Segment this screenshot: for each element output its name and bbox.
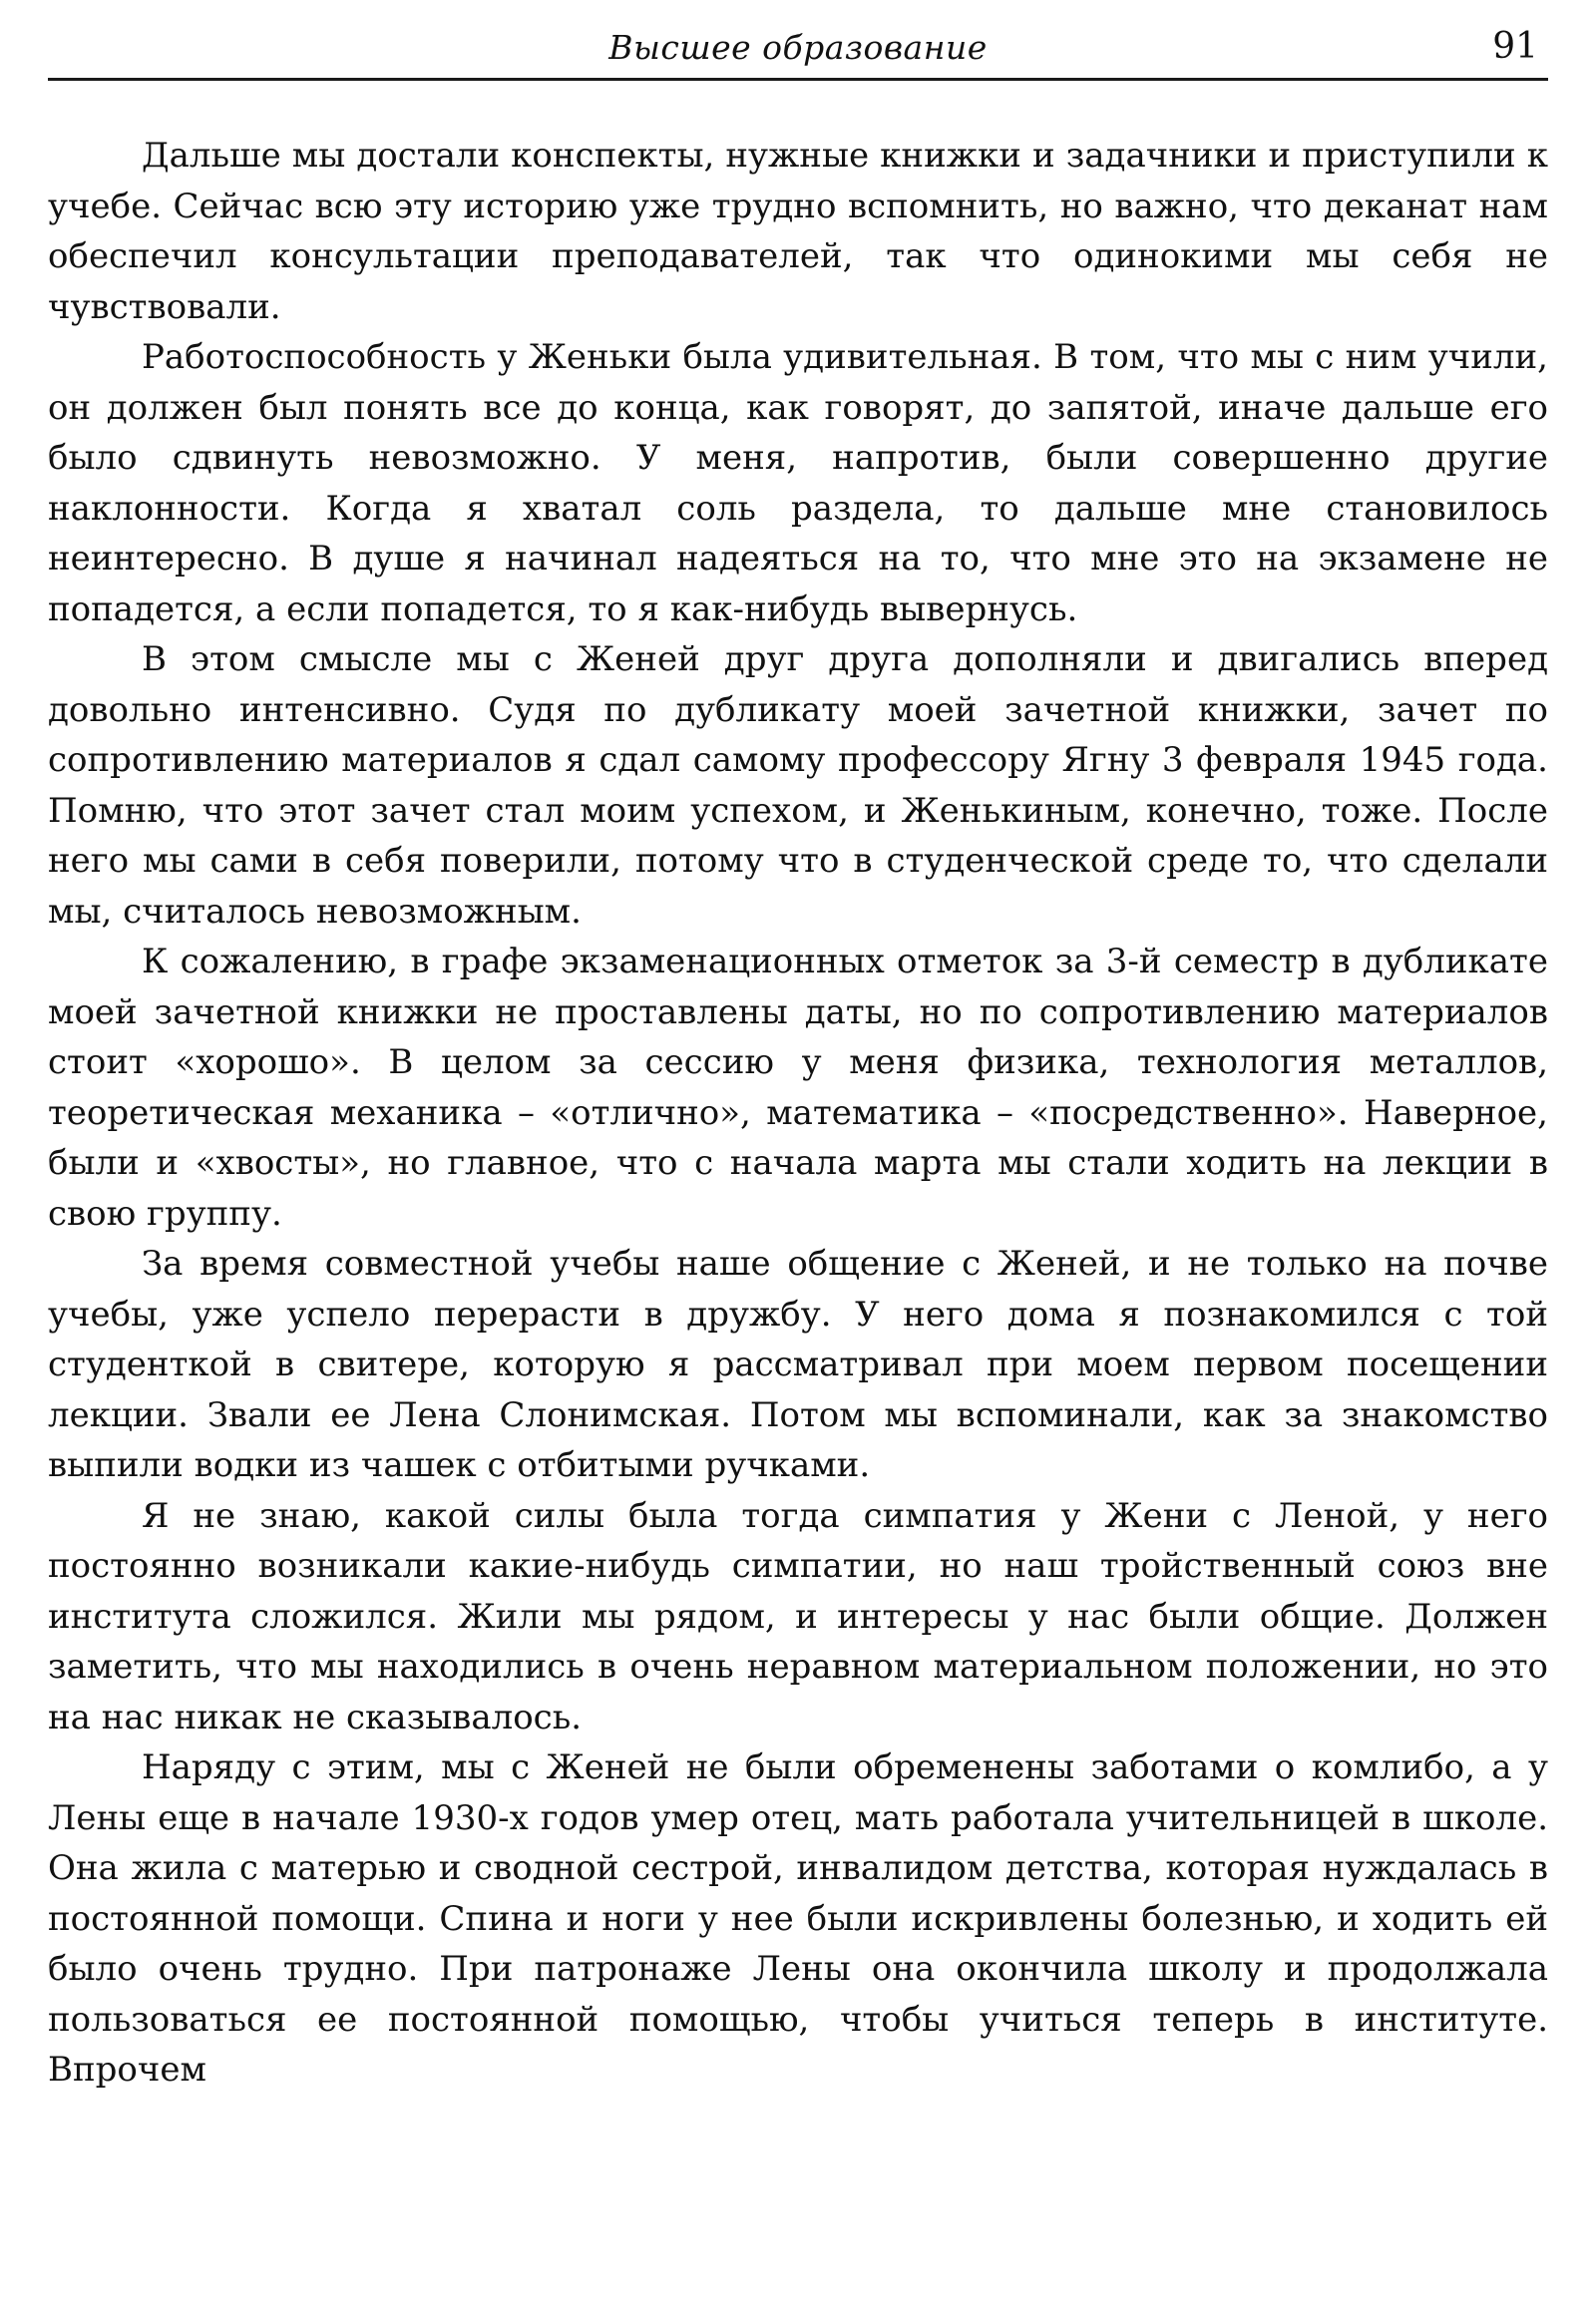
paragraph: Работоспособность у Женьки была удивительная. В том, что мы с ним учили, он должен был понять все до конца, как говорят, до запятой, иначе дальше его было сдвинуть невозможно. У меня, напротив, были совершенно другие наклонности. Когда я хватал соль раздела, то дальше мне становилось неинтересно. В душе я начинал надеяться на то, что мне это на экзамене не попадется, а если попадется, то я как-нибудь вывернусь. (48, 337, 1548, 629)
paragraph: За время совместной учебы наше общение с Женей, и не только на почве учебы, уже успело перерасти в дружбу. У него дома я познакомился с той студенткой в свитере, которую я рассматривал при моем первом посещении лекции. Звали ее Лена Слонимская. Потом мы вспоминали, как за знакомство выпили водки из чашек с отбитыми ручками. (48, 1244, 1548, 1485)
page-number: 91 (1492, 26, 1538, 67)
paragraph: Наряду с этим, мы с Женей не были обременены заботами о комлибо, а у Лены еще в начале 1930-х годов умер отец, мать работала учительницей в школе. Она жила с матерью и сводной сестрой, инвалидом детства, которая нуждалась в постоянной помощи. Спина и ноги у нее были искривлены болезнью, и ходить ей было очень трудно. При патронаже Лены она окончила школу и продолжала пользоваться ее постоянной помощью, чтобы учиться теперь в институте. Впрочем (48, 1747, 1548, 2090)
book-page (48, 22, 1548, 2286)
running-title: Высшее образование (608, 28, 988, 67)
body-text (48, 131, 1548, 2096)
running-header (48, 22, 1548, 81)
paragraph: Дальше мы достали конспекты, нужные книжки и задачники и приступили к учебе. Сейчас всю эту историю уже трудно вспомнить, но важно, что деканат нам обеспечил консультации преподавателей, так что одинокими мы себя не чувствовали. (48, 136, 1548, 327)
paragraph: В этом смысле мы с Женей друг друга дополняли и двигались вперед довольно интенсивно. Судя по дубликату моей зачетной книжки, зачет по сопротивлению материалов я сдал самому профессору Ягну 3 февраля 1945 года. Помню, что этот зачет стал моим успехом, и Женькиным, конечно, тоже. После него мы сами в себя поверили, потому что в студенческой среде то, что сделали мы, считалось невозможным. (48, 639, 1548, 932)
paragraph: К сожалению, в графе экзаменационных отметок за 3-й семестр в дубликате моей зачетной книжки не проставлены даты, но по сопротивлению материалов стоит «хорошо». В целом за сессию у меня физика, технология металлов, теоретическая механика – «отлично», математика – «посредственно». Наверное, были и «хвосты», но главное, что с начала марта мы стали ходить на лекции в свою группу. (48, 942, 1548, 1234)
paragraph: Я не знаю, какой силы была тогда симпатия у Жени с Леной, у него постоянно возникали какие-нибудь симпатии, но наш тройственный союз вне института сложился. Жили мы рядом, и интересы у нас были общие. Должен заметить, что мы находились в очень неравном материальном положении, но это на нас никак не сказывалось. (48, 1495, 1548, 1737)
